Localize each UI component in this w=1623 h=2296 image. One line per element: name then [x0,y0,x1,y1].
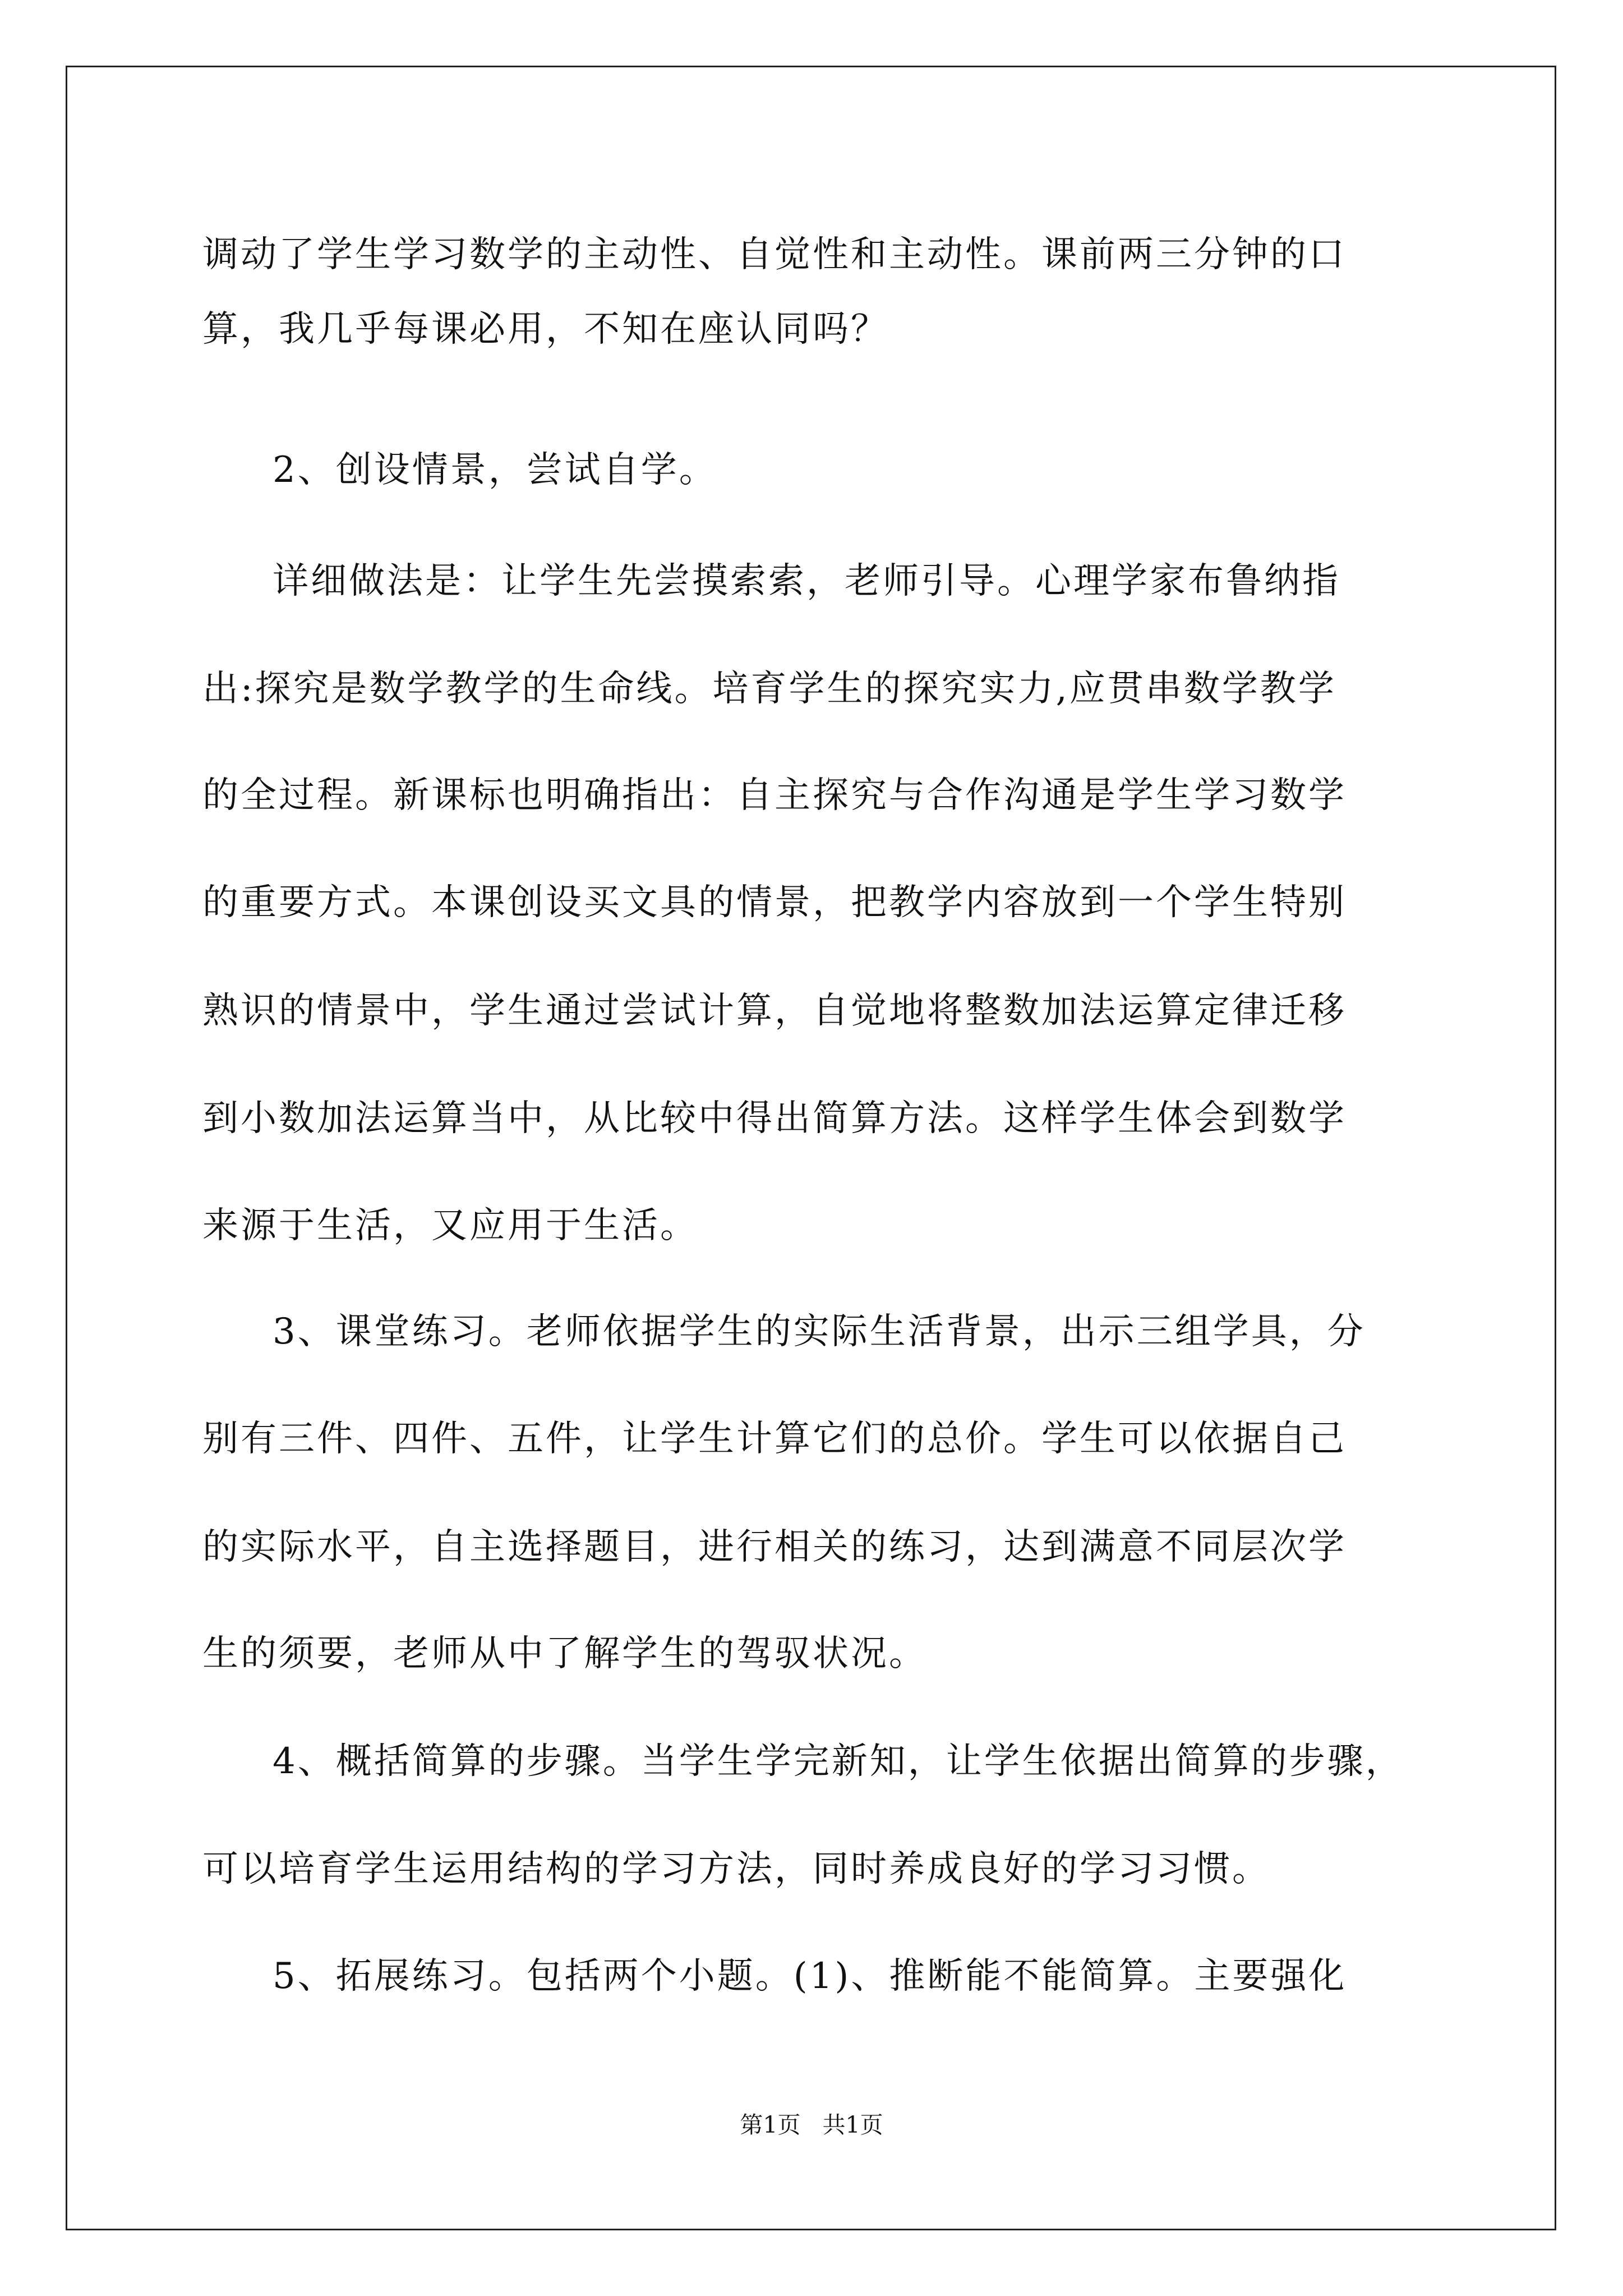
text-line: 的实际水平，自主选择题目，进行相关的练习，达到满意不同层次学 [202,1526,1347,1568]
text-line: 3、课堂练习。老师依据学生的实际生活背景，出示三组学具，分 [273,1311,1366,1352]
page-footer: 第1页 共1页 [740,2111,883,2138]
text-line: 的重要方式。本课创设买文具的情景，把教学内容放到一个学生特别 [202,882,1347,923]
text-line: 来源于生活，又应用于生活。 [202,1205,698,1246]
text-line: 出:探究是数学教学的生命线。培育学生的探究实力,应贯串数学教学 [202,668,1336,710]
text-line: 熟识的情景中，学生通过尝试计算，自觉地将整数加法运算定律迁移 [202,990,1347,1032]
text-line: 2、创设情景，尝试自学。 [273,449,717,491]
text-line: 别有三件、四件、五件，让学生计算它们的总价。学生可以依据自己 [202,1418,1347,1460]
text-line: 调动了学生学习数学的主动性、自觉性和主动性。课前两三分钟的口 [202,234,1347,275]
text-line: 算，我几乎每课必用，不知在座认同吗？ [202,309,889,350]
page-border [66,66,1556,2230]
text-line: 详细做法是：让学生先尝摸索索，老师引导。心理学家布鲁纳指 [273,560,1340,602]
text-line: 4、概括简算的步骤。当学生学完新知，让学生依据出简算的步骤， [273,1741,1404,1782]
text-line: 5、拓展练习。包括两个小题。(1)、推断能不能简算。主要强化 [273,1955,1347,1997]
text-line: 可以培育学生运用结构的学习方法，同时养成良好的学习习惯。 [202,1848,1270,1890]
text-line: 的全过程。新课标也明确指出：自主探究与合作沟通是学生学习数学 [202,775,1347,816]
text-line: 生的须要，老师从中了解学生的驾驭状况。 [202,1633,927,1674]
text-line: 到小数加法运算当中，从比较中得出简算方法。这样学生体会到数学 [202,1098,1347,1139]
